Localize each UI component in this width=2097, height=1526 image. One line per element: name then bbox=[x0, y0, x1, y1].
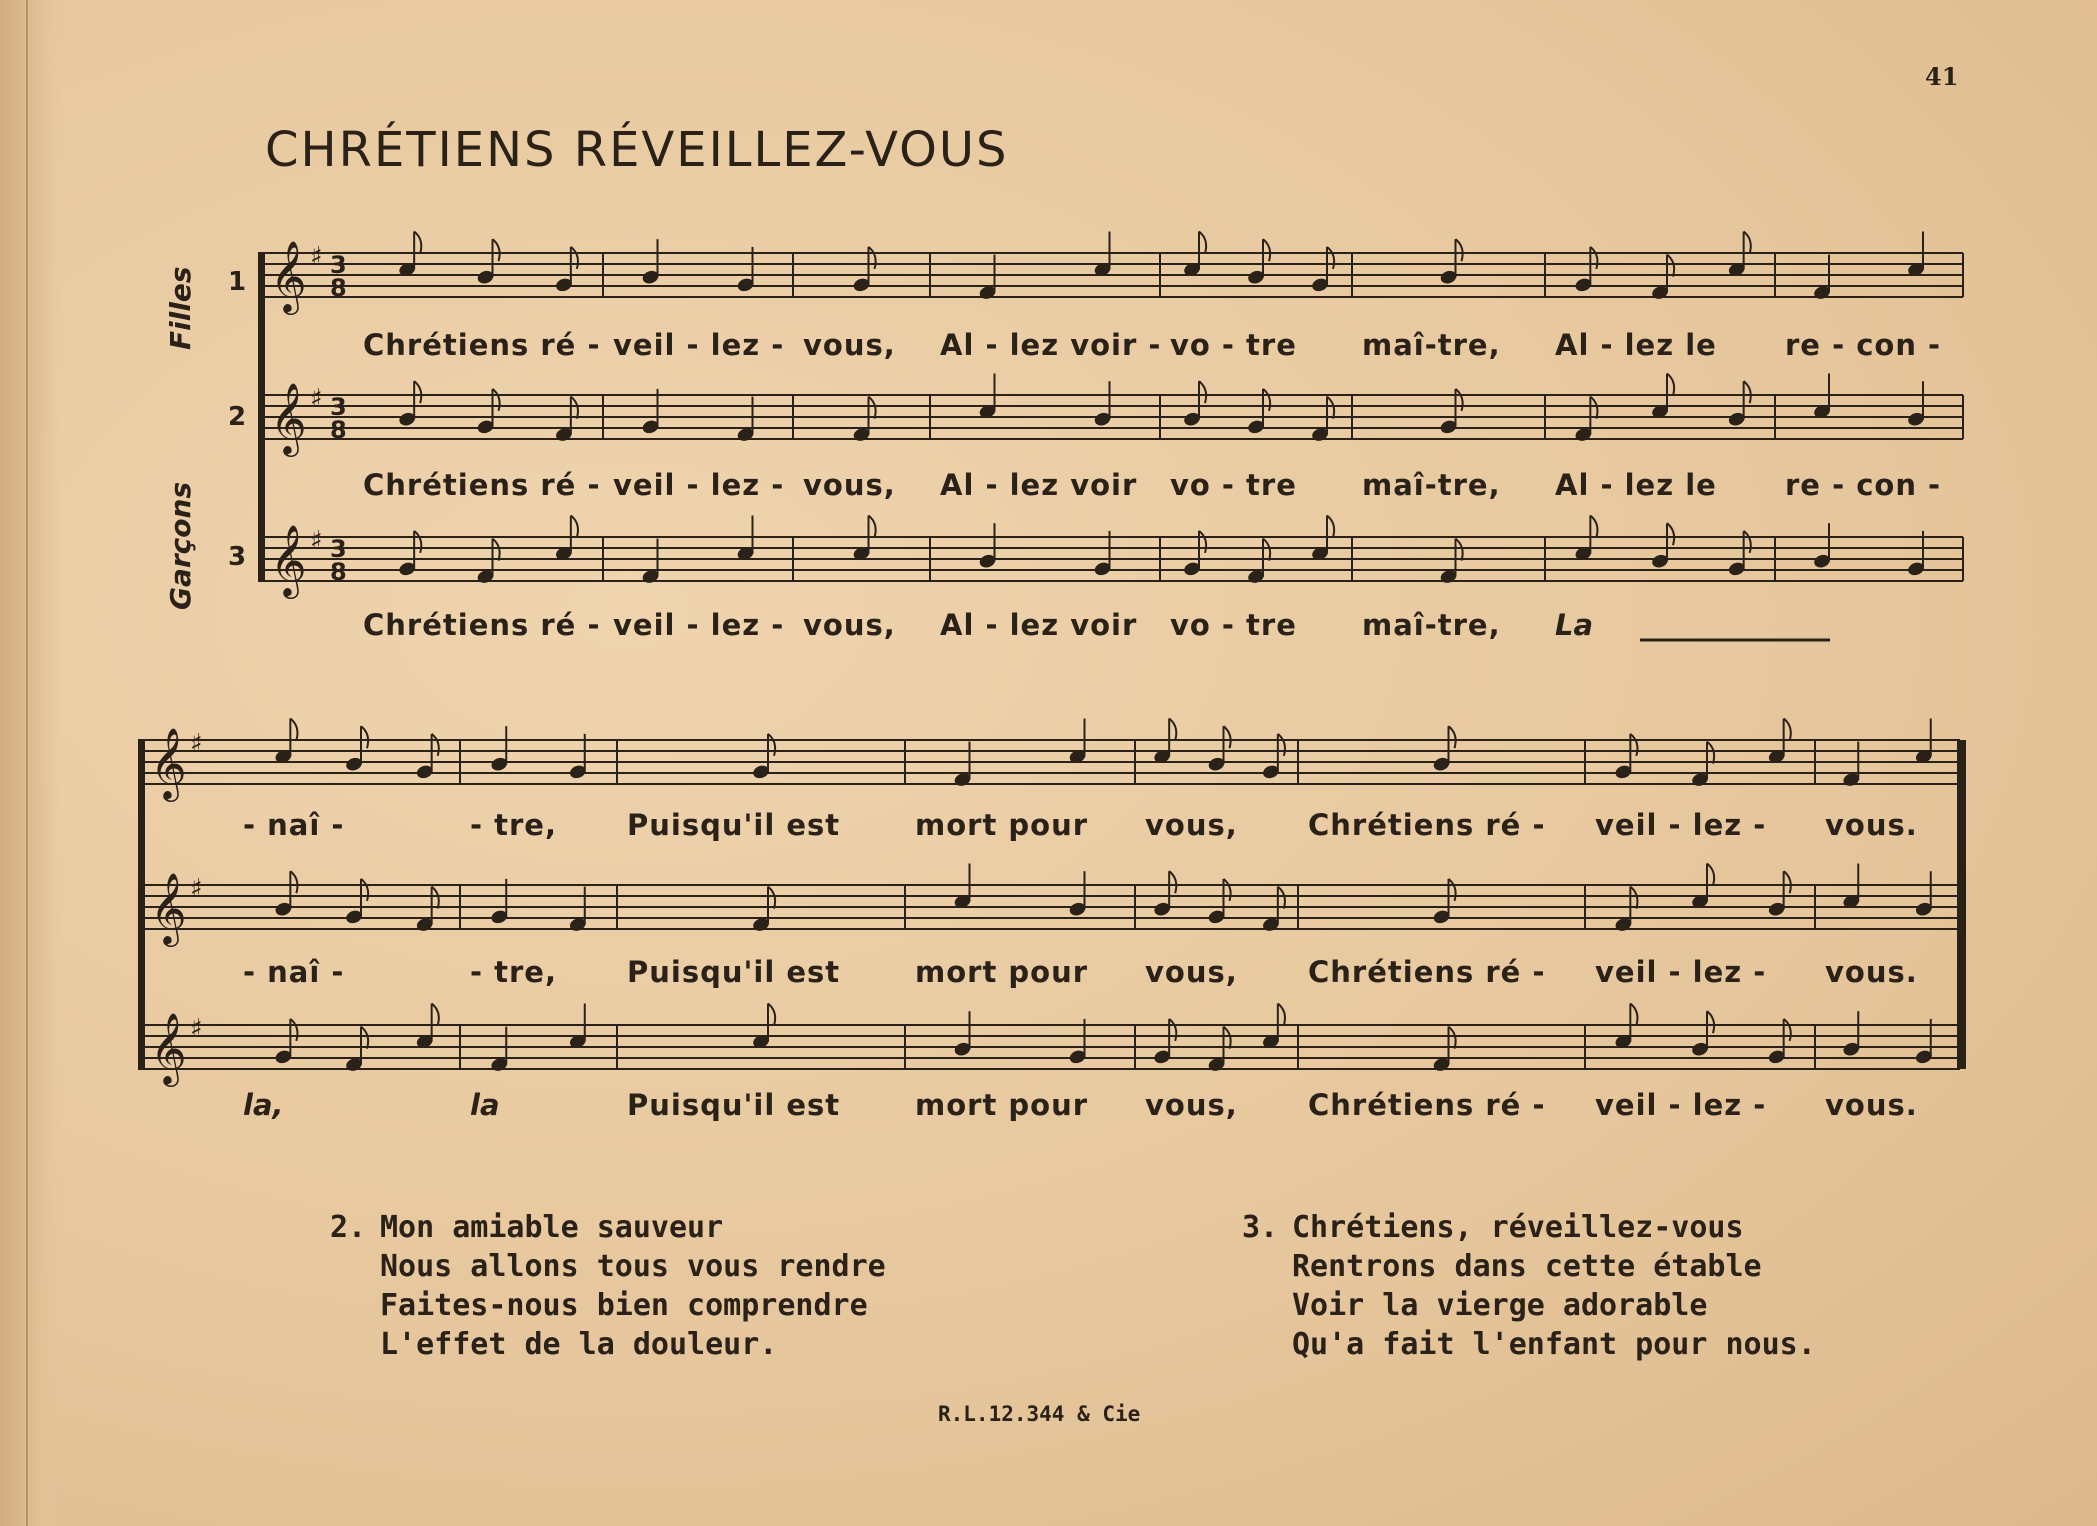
note-flag bbox=[1278, 887, 1285, 909]
note-flag bbox=[1199, 232, 1206, 254]
note-flag bbox=[361, 1027, 368, 1049]
treble-clef: 𝄞 bbox=[270, 523, 307, 596]
system-barline bbox=[138, 740, 145, 1069]
note-flag bbox=[1169, 1019, 1176, 1041]
lyric-syllable: Chrétiens ré - bbox=[363, 608, 601, 642]
verse-number: 3. bbox=[1242, 1210, 1279, 1245]
note-flag bbox=[571, 516, 578, 538]
note-flag bbox=[571, 247, 578, 269]
lyric-syllable: mort pour bbox=[915, 955, 1089, 989]
key-sharp: ♯ bbox=[190, 874, 203, 904]
note-flag bbox=[1278, 1004, 1285, 1026]
lyric-syllable: vous, bbox=[803, 328, 896, 362]
note-flag bbox=[1707, 742, 1714, 764]
verse-line: Chrétiens, réveillez-vous bbox=[1292, 1210, 1744, 1245]
treble-clef: 𝄞 bbox=[270, 381, 307, 454]
note-flag bbox=[1263, 389, 1270, 411]
lyric-syllable: mort pour bbox=[915, 808, 1089, 842]
staff-number-3: 3 bbox=[228, 542, 247, 572]
key-sharp: ♯ bbox=[310, 526, 323, 556]
note-flag bbox=[414, 381, 421, 403]
time-sig-bottom: 8 bbox=[330, 274, 347, 302]
note-flag bbox=[571, 397, 578, 419]
staff bbox=[138, 871, 1960, 947]
note-flag bbox=[1449, 879, 1456, 901]
note-flag bbox=[1784, 719, 1791, 741]
key-sharp: ♯ bbox=[190, 729, 203, 759]
lyric-syllable: re - con - bbox=[1785, 328, 1942, 362]
note-flag bbox=[1263, 239, 1270, 261]
note-flag bbox=[1278, 734, 1285, 756]
note-flag bbox=[361, 879, 368, 901]
note-flag bbox=[1169, 719, 1176, 741]
note-flag bbox=[1784, 871, 1791, 893]
staff-number-2: 2 bbox=[228, 402, 247, 432]
note-flag bbox=[1327, 516, 1334, 538]
note-flag bbox=[1744, 531, 1751, 553]
note-flag bbox=[1199, 381, 1206, 403]
note-flag bbox=[1199, 531, 1206, 553]
note-flag bbox=[1707, 864, 1714, 886]
note-flag bbox=[432, 1004, 439, 1026]
lyric-syllable: Chrétiens ré - bbox=[1308, 955, 1546, 989]
note-flag bbox=[1667, 255, 1674, 277]
note-flag bbox=[1449, 1027, 1456, 1049]
verse-line: Mon amiable sauveur bbox=[380, 1210, 724, 1245]
staff bbox=[138, 1011, 1960, 1087]
note-flag bbox=[361, 726, 368, 748]
final-barline bbox=[1957, 740, 1966, 1069]
note-flag bbox=[1327, 247, 1334, 269]
lyric-syllable: Puisqu'il est bbox=[627, 955, 841, 989]
song-title: CHRÉTIENS RÉVEILLEZ-VOUS bbox=[265, 122, 1009, 178]
note-flag bbox=[432, 887, 439, 909]
note-flag bbox=[1224, 1027, 1231, 1049]
treble-clef: 𝄞 bbox=[150, 1011, 187, 1084]
note-flag bbox=[493, 539, 500, 561]
lyric-syllable: maî-tre, bbox=[1362, 328, 1501, 362]
lyric-syllable: Al - lez le bbox=[1555, 468, 1717, 502]
note-flag bbox=[869, 247, 876, 269]
lyric-syllable: Chrétiens ré - bbox=[1308, 808, 1546, 842]
note-flag bbox=[290, 719, 297, 741]
lyric-syllable: re - con - bbox=[1785, 468, 1942, 502]
lyric-syllable: Al - lez voir bbox=[940, 608, 1138, 642]
note-flag bbox=[1707, 1011, 1714, 1033]
time-sig-top: 3 bbox=[330, 535, 347, 563]
lyric-syllable: veil - lez - bbox=[1595, 955, 1767, 989]
group-label-filles: Filles bbox=[164, 266, 197, 350]
lyric-syllable: Chrétiens ré - bbox=[1308, 1088, 1546, 1122]
note-flag bbox=[1263, 539, 1270, 561]
verse-line: Qu'a fait l'enfant pour nous. bbox=[1292, 1327, 1816, 1362]
lyric-syllable: La bbox=[1555, 608, 1594, 642]
treble-clef: 𝄞 bbox=[270, 239, 307, 312]
note-flag bbox=[290, 1019, 297, 1041]
note-flag bbox=[414, 232, 421, 254]
lyric-syllable: maî-tre, bbox=[1362, 468, 1501, 502]
key-sharp: ♯ bbox=[310, 242, 323, 272]
note-flag bbox=[1630, 734, 1637, 756]
treble-clef: 𝄞 bbox=[150, 726, 187, 799]
lyric-syllable: veil - lez - bbox=[1595, 1088, 1767, 1122]
note-flag bbox=[493, 389, 500, 411]
note-flag bbox=[1744, 232, 1751, 254]
note-flag bbox=[1456, 239, 1463, 261]
lyric-syllable: vous, bbox=[1145, 1088, 1238, 1122]
note-flag bbox=[1590, 247, 1597, 269]
verse-line: Voir la vierge adorable bbox=[1292, 1288, 1708, 1323]
note-flag bbox=[1456, 539, 1463, 561]
lyric-syllable: veil - lez - bbox=[613, 608, 785, 642]
note-flag bbox=[768, 887, 775, 909]
lyric-syllable: - naî - bbox=[243, 808, 345, 842]
lyric-syllable: - tre, bbox=[470, 808, 557, 842]
lyric-syllable: - tre, bbox=[470, 955, 557, 989]
lyric-syllable: vous, bbox=[803, 608, 896, 642]
note-flag bbox=[768, 1004, 775, 1026]
lyric-syllable: veil - lez - bbox=[613, 468, 785, 502]
lyric-syllable: Al - lez voir - bbox=[940, 328, 1162, 362]
time-sig-top: 3 bbox=[330, 251, 347, 279]
note-flag bbox=[1590, 397, 1597, 419]
note-flag bbox=[414, 531, 421, 553]
note-flag bbox=[1630, 1004, 1637, 1026]
note-flag bbox=[869, 516, 876, 538]
time-sig-bottom: 8 bbox=[330, 416, 347, 444]
note-flag bbox=[1224, 879, 1231, 901]
group-label-garcons: Garçons bbox=[164, 481, 197, 610]
note-flag bbox=[869, 397, 876, 419]
lyric-syllable: veil - lez - bbox=[1595, 808, 1767, 842]
treble-clef: 𝄞 bbox=[150, 871, 187, 944]
lyric-syllable: Al - lez le bbox=[1555, 328, 1717, 362]
note-flag bbox=[493, 239, 500, 261]
lyric-syllable: vous, bbox=[1145, 955, 1238, 989]
lyric-syllable: vous. bbox=[1825, 1088, 1918, 1122]
page-number: 41 bbox=[1925, 62, 1959, 91]
lyric-syllable: Al - lez voir bbox=[940, 468, 1138, 502]
verse-line: Rentrons dans cette étable bbox=[1292, 1249, 1762, 1284]
note-flag bbox=[1224, 726, 1231, 748]
lyric-syllable: vous, bbox=[803, 468, 896, 502]
lyric-syllable: vo - tre bbox=[1170, 468, 1297, 502]
lyric-syllable: vous. bbox=[1825, 808, 1918, 842]
lyric-syllable: vous. bbox=[1825, 955, 1918, 989]
note-flag bbox=[1456, 389, 1463, 411]
staff-number-1: 1 bbox=[228, 267, 247, 297]
verse-2 bbox=[330, 1208, 886, 1364]
lyric-syllable: la bbox=[470, 1088, 500, 1122]
verse-line: Nous allons tous vous rendre bbox=[380, 1249, 886, 1284]
lyric-syllable: Puisqu'il est bbox=[627, 808, 841, 842]
lyric-syllable: Chrétiens ré - bbox=[363, 328, 601, 362]
lyric-syllable: vo - tre bbox=[1170, 328, 1297, 362]
note-flag bbox=[1744, 381, 1751, 403]
lyric-syllable: maî-tre, bbox=[1362, 608, 1501, 642]
note-flag bbox=[1169, 871, 1176, 893]
verse-3 bbox=[1242, 1208, 1816, 1364]
verse-number: 2. bbox=[330, 1210, 367, 1245]
note-flag bbox=[290, 871, 297, 893]
note-flag bbox=[432, 734, 439, 756]
lyric-syllable: - naî - bbox=[243, 955, 345, 989]
lyric-syllable: la, bbox=[243, 1088, 284, 1122]
note-flag bbox=[1590, 516, 1597, 538]
verse-line: Faites-nous bien comprendre bbox=[380, 1288, 868, 1323]
note-flag bbox=[1784, 1019, 1791, 1041]
key-sharp: ♯ bbox=[310, 384, 323, 414]
note-flag bbox=[1667, 374, 1674, 396]
lyric-syllable: vo - tre bbox=[1170, 608, 1297, 642]
note-flag bbox=[768, 734, 775, 756]
lyric-syllable: Puisqu'il est bbox=[627, 1088, 841, 1122]
verse-line: L'effet de la douleur. bbox=[380, 1327, 778, 1362]
lyric-syllable: veil - lez - bbox=[613, 328, 785, 362]
note-flag bbox=[1327, 397, 1334, 419]
time-sig-bottom: 8 bbox=[330, 558, 347, 586]
lyric-syllable: Chrétiens ré - bbox=[363, 468, 601, 502]
key-sharp: ♯ bbox=[190, 1014, 203, 1044]
time-sig-top: 3 bbox=[330, 393, 347, 421]
lyric-syllable: mort pour bbox=[915, 1088, 1089, 1122]
note-flag bbox=[1449, 726, 1456, 748]
note-flag bbox=[1667, 523, 1674, 545]
note-flag bbox=[1630, 887, 1637, 909]
publisher-mark: R.L.12.344 & Cie bbox=[938, 1402, 1141, 1426]
staff bbox=[138, 726, 1960, 802]
lyric-syllable: vous, bbox=[1145, 808, 1238, 842]
